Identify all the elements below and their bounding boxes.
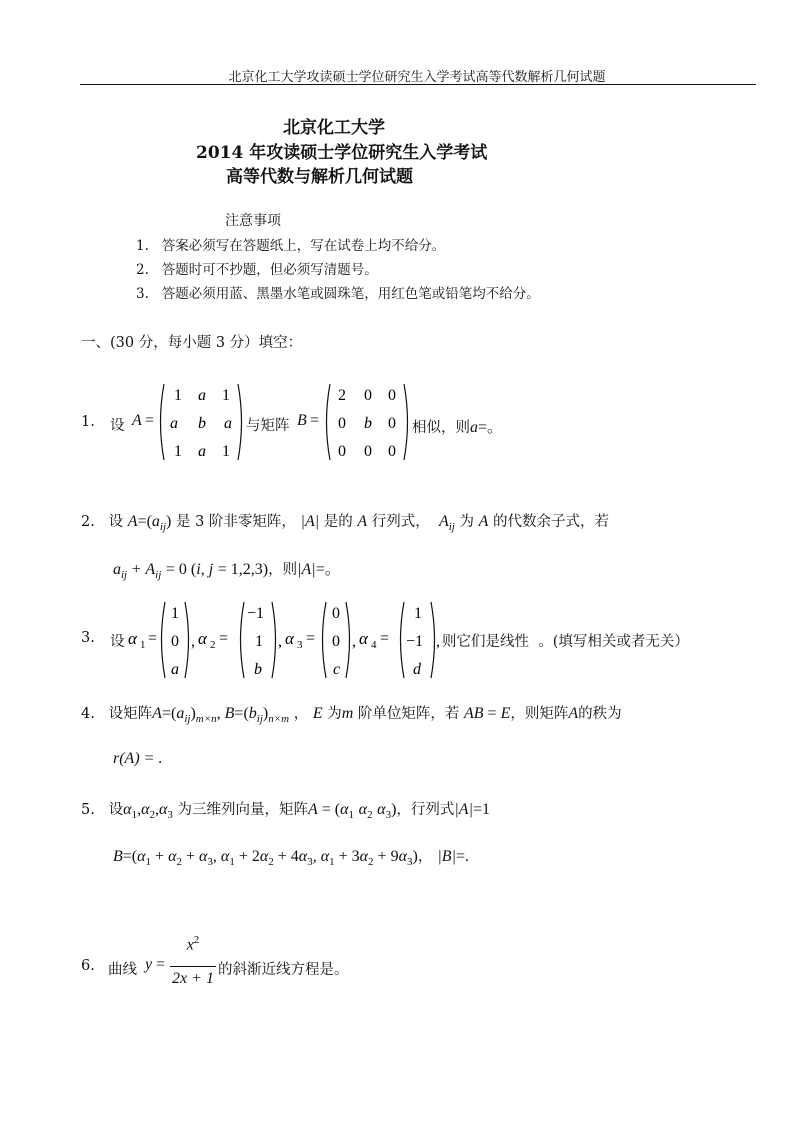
left-paren [161,384,165,460]
q4-line2: r(A) = . [113,750,163,767]
q1-var-a: a [470,419,478,436]
q4-b: b [248,705,257,722]
q5-tail: ， [417,849,433,865]
q2-Aij-2: A [145,561,156,578]
q2-ij: ij [159,521,167,533]
matrix-cell: a [198,387,206,404]
note-item [136,258,378,278]
q6-fraction-bar [170,966,216,967]
matrix-cell: 2 [338,387,346,404]
q5-mid: 为三维列向量，矩阵 [177,802,308,818]
q4-A-2: A [568,705,579,722]
header-rule [80,84,756,85]
q6-y: y [145,956,153,973]
note-item [136,234,445,254]
q6-numerator [168,934,218,954]
equals-sign: = [380,630,390,647]
q2-Aij-sub: ij [448,521,455,533]
matrix-cell: b [198,415,206,432]
matrix-cell: a [170,415,178,432]
q4-mid4: ，则矩阵 [510,706,569,722]
q6-denominator [168,968,218,988]
right-paren [238,384,242,460]
equals-sign: = [219,630,229,647]
q2-i: i [196,561,201,578]
q2-A-3: A [478,513,489,530]
q2-j: j [208,561,214,578]
q1-end: =。 [478,419,504,436]
q3-post-text [442,630,689,651]
q4-mid3: 阶单位矩阵，若 [357,706,460,722]
matrix-cell: 1 [174,443,182,460]
q4-subA: m×n [195,713,217,725]
left-paren [323,602,327,678]
question-number: 4. [81,706,95,722]
q6-num-sup: 2 [193,934,200,946]
alpha-subscript: 4 [371,639,377,651]
q3-hint: 。(填写相关或者无关） [538,634,689,650]
q2-text2: 是的 [323,514,353,530]
matrix-cell: a [224,415,232,432]
q2-ij-3: ij [155,569,162,581]
question-number: 2. [81,514,95,530]
left-paren [241,602,245,678]
right-paren [346,602,350,678]
q4-mid2: 为 [327,706,342,722]
note-number: 1. [136,238,149,254]
q5-prefix: 设 [108,802,124,818]
vector-entry: c [333,661,341,678]
alpha-subscript: 1 [140,639,146,651]
q2-A: A [127,513,138,530]
q1-mid-text: 与矩阵 [246,418,290,434]
left-paren [327,384,331,460]
alpha-subscript: 2 [210,639,216,651]
comma: , [436,633,440,650]
note-text: 答题必须用蓝、黑墨水笔或圆珠笔，用红色笔或铅笔均不给分。 [161,286,540,302]
left-paren [401,602,405,678]
q2-Aij: A [438,513,449,530]
alpha-symbol: α [128,629,137,648]
q2-line2: $a_{ij} + A_{ij} = 0$ (i, j = 1,2,3)，则|A|=。 [113,561,341,581]
question-number: 5. [81,802,95,818]
right-paren [404,384,408,460]
q6-den: 2x + 1 [172,970,214,987]
q2-end: ，则 [268,562,298,578]
q5-end: =. [455,848,470,865]
vector-entry: b [254,661,262,678]
matrix-cell: 0 [338,443,346,460]
q6-post: 的斜渐近线方程是。 [218,962,349,978]
q1-matrix-A-label: A [132,412,142,429]
vector-entry: −1 [247,605,265,622]
q5-mid2: ，行列式 [396,802,455,818]
q2-text1: 是 3 阶非零矩阵， [175,514,296,530]
q2-a-2: a [113,561,121,578]
matrix-cell: 1 [222,443,230,460]
vector-entry: d [413,661,421,678]
q1-matrix-A [156,380,246,464]
q6-prefix: 曲线 [108,962,137,978]
q2-eq: = [137,513,147,530]
q4-line1: 4. 设矩阵$A=(a_{ij})_{m\times n}$, $B=(b_{ij})_{n\times m}$ ， E 为m 阶单位矩阵，若 AB = E，则矩阵A的秩为 [81,705,622,725]
q4-E: E [312,705,323,722]
note-text: 答案必须写在答题纸上，写在试卷上均不给分。 [161,238,446,254]
q2-plus: + [131,561,141,578]
note-text: 答题时可不抄题，但必须写清题号。 [161,262,378,278]
title-subject: 高等代数与解析几何试题 [226,167,413,187]
q2-line1: 2. 设 $A=(a_{ij})$ 是 3 阶非零矩阵， |A| 是的 A 行列式， $A_{ij}$ 为 A 的代数余子式，若 [81,513,609,533]
q2-end2: =。 [315,561,341,578]
vector-entry: 1 [255,633,263,650]
matrix-cell: 0 [388,443,396,460]
matrix-cell: 0 [338,415,346,432]
right-paren [272,602,276,678]
q5-line1: 5. 设$\alpha_1,\alpha_2,\alpha_3$ 为三维列向量，矩阵$A = (\alpha_1$ $\alpha_2$ $\alpha_3$)，行列式|A|=1 [81,801,491,821]
right-paren [185,602,189,678]
q2-absA-2: |A| [297,561,316,578]
q1-equals-2: = [310,412,320,429]
vector-entry: 0 [332,605,340,622]
matrix-cell: 1 [222,387,230,404]
title-university: 北京化工大学 [283,118,385,138]
q1-post-text [412,414,503,437]
q4-subB: n×m [268,713,290,725]
vector-entry: −1 [406,633,424,650]
q2-text5: 的代数余子式，若 [492,514,609,530]
matrix-cell: 0 [388,415,396,432]
matrix-cell: a [198,443,206,460]
q3-post: 则它们是线性 [442,634,529,650]
q4-m: m [341,705,354,722]
section-heading: 一、(30 分，每小题 3 分）填空： [81,335,303,351]
q1-prefix: 设 [110,418,125,434]
notes-heading: 注意事项 [225,213,281,229]
q6-num-x: x [186,936,194,954]
q2-prefix: 设 [108,514,124,530]
alpha-symbol: α [359,629,368,648]
q2-ij-2: ij [121,569,128,581]
vector-entry: 0 [171,633,179,650]
q2-text3: 行列式， [371,514,430,530]
q1-equals: = [145,412,155,429]
vector-entry: 0 [332,633,340,650]
q1-matrix-B [322,380,412,464]
matrix-cell: 0 [388,387,396,404]
q1-post: 相似，则 [412,420,470,436]
title-exam: 2014 年攻读硕士学位研究生入学考试 [196,143,488,163]
note-number: 2. [136,262,149,278]
q4-E-2: E [500,705,511,722]
q5-absA: |A| [454,801,473,818]
q4-a: a [176,705,185,722]
alpha-subscript: 3 [297,639,303,651]
q2-text4: 为 [459,514,474,530]
matrix-cell: 0 [364,387,372,404]
q2-cond: = 0 ( [165,561,197,578]
vector-entry: 1 [171,605,179,622]
q4-end: 的秩为 [578,706,622,722]
question-number: 1. [81,414,95,430]
q5-eq1: =1 [472,801,491,818]
note-number: 3. [136,286,149,302]
note-item [136,282,540,302]
q5-absB: |B| [437,848,456,865]
question-number: 6. [81,958,95,974]
q1-matrix-B-label: B [297,412,307,429]
q3-prefix: 设 [110,634,125,650]
q2-A-2: A [357,513,368,530]
alpha-symbol: α [285,629,294,648]
q2-a: a [151,513,160,530]
q4-prefix: 设矩阵 [108,706,153,722]
q4-B: B [224,705,235,722]
q5-B: B [113,848,123,865]
vector-entry: a [171,661,179,678]
q4-mid: ， [293,706,309,722]
q2-absA: |A| [300,513,320,530]
comma: , [352,633,356,650]
equals-sign: = [306,630,316,647]
q4-AB: AB [464,705,484,722]
question-number: 3. [81,630,95,646]
right-paren [431,602,435,678]
vector-entry: 1 [414,605,422,622]
matrix-cell: b [364,415,372,432]
q4-ij: ij [184,713,191,725]
q6-equals: = [156,956,166,973]
alpha-symbol: α [198,629,207,648]
comma: , [191,633,195,650]
running-header: 北京化工大学攻读硕士学位研究生入学考试高等代数解析几何试题 [228,70,606,85]
q4-ij-2: ij [256,713,263,725]
equals-sign: = [148,630,158,647]
matrix-cell: 1 [174,387,182,404]
q5-line2: $B=(\alpha_1 + \alpha_2 + \alpha_3$, $\alpha_1 + 2\alpha_2 + 4\alpha_3$, $\alpha_1 + 3\alpha_2 + 9\alpha_3$)， |B|=. [113,848,470,868]
q2-set: = 1,2,3) [217,561,269,578]
matrix-cell: 0 [364,443,372,460]
q4-A: A [152,705,162,722]
left-paren [162,602,166,678]
comma: , [278,633,282,650]
